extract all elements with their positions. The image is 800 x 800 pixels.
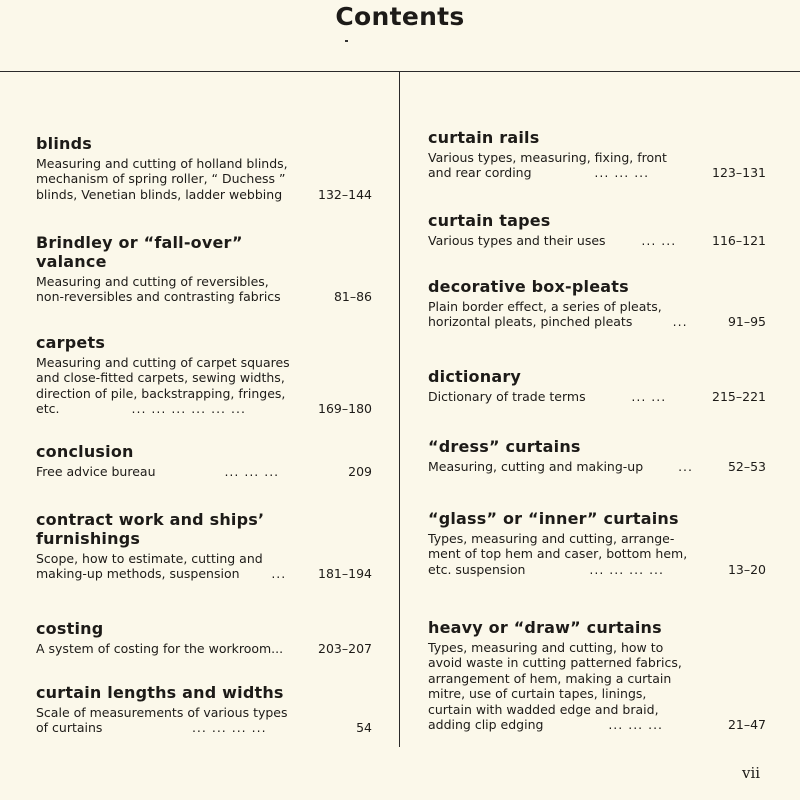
toc-entry[interactable]: [428, 367, 766, 404]
line-text: avoid waste in cutting patterned fabrics,: [428, 655, 682, 671]
dot-leader: ... ... ... ... ... ...: [131, 401, 246, 417]
line-text: making-up methods, suspension: [36, 566, 240, 582]
description-line: [428, 546, 766, 561]
line-text: Measuring and cutting of reversibles,: [36, 274, 269, 289]
description-line: [428, 671, 766, 686]
entry-heading: [428, 128, 766, 147]
toc-entry[interactable]: [36, 442, 372, 479]
line-text: non-reversibles and contrasting fabrics: [36, 289, 281, 305]
line-text: Scope, how to estimate, cutting and: [36, 551, 263, 566]
heading-line: furnishings: [36, 529, 141, 548]
description-line: [428, 233, 766, 248]
description-line: [36, 401, 372, 416]
heading-line: curtain lengths and widths: [36, 683, 284, 702]
line-text: direction of pile, backstrapping, fringes,: [36, 385, 286, 401]
heading-line: curtain rails: [428, 128, 540, 147]
description-line: [36, 171, 372, 186]
entry-heading: [428, 618, 766, 637]
entry-heading: [36, 619, 372, 638]
page-number: vii: [742, 764, 761, 782]
description-line: [36, 355, 372, 370]
line-text: of curtains: [36, 720, 103, 736]
description-line: [36, 156, 372, 171]
description-line: [428, 686, 766, 701]
line-text: A system of costing for the workroom...: [36, 641, 284, 656]
entry-heading: [428, 509, 766, 528]
dot-leader: ...: [678, 459, 693, 474]
line-text: and close-fitted carpets, sewing widths,: [36, 370, 285, 386]
line-text: blinds, Venetian blinds, ladder webbing: [36, 186, 283, 202]
entry-description: [428, 150, 766, 181]
dot-leader: ... ...: [641, 233, 677, 248]
entry-description: [36, 355, 372, 417]
heading-line: carpets: [36, 333, 106, 352]
page-range[interactable]: 215–221: [712, 389, 766, 404]
description-line: [428, 150, 766, 165]
heading-line: costing: [36, 619, 104, 638]
entry-description: [428, 233, 766, 248]
dot-leader: ...: [672, 314, 688, 330]
entry-description: [428, 389, 766, 404]
entry-heading: [36, 510, 372, 548]
page-range[interactable]: 21–47: [727, 717, 766, 733]
entry-description: [36, 705, 372, 736]
line-text: etc. suspension: [428, 561, 526, 577]
dot-leader: ... ...: [631, 389, 667, 404]
page-range[interactable]: 52–53: [727, 459, 766, 474]
page-range[interactable]: 203–207: [318, 641, 372, 656]
description-line: [36, 370, 372, 385]
header-rule: [0, 71, 800, 72]
heading-line: curtain tapes: [428, 211, 551, 230]
description-line: [428, 314, 766, 329]
line-text: mechanism of spring roller, “ Duchess ”: [36, 171, 286, 187]
page-range[interactable]: 132–144: [318, 186, 372, 202]
line-text: curtain with wadded edge and braid,: [428, 701, 659, 717]
description-line: [428, 655, 766, 670]
description-line: [36, 464, 372, 479]
entry-heading: [36, 683, 372, 702]
page-title: Contents: [335, 2, 465, 31]
toc-entry[interactable]: [36, 333, 372, 417]
line-text: ment of top hem and caser, bottom hem,: [428, 546, 688, 562]
dot-leader: ...: [271, 566, 287, 582]
ornament-mark: [345, 40, 348, 42]
line-text: horizontal pleats, pinched pleats: [428, 314, 633, 330]
entry-heading: [36, 333, 372, 352]
line-text: Various types and their uses: [428, 233, 606, 248]
toc-entry[interactable]: [36, 683, 372, 736]
heading-line: decorative box-pleats: [428, 277, 629, 296]
heading-line: valance: [36, 252, 107, 271]
page-range[interactable]: 209: [348, 464, 372, 479]
description-line: [428, 165, 766, 180]
column-divider: [399, 72, 400, 747]
description-line: [428, 299, 766, 314]
page-range[interactable]: 123–131: [712, 165, 766, 181]
description-line: [428, 702, 766, 717]
line-text: etc.: [36, 401, 60, 417]
page-range[interactable]: 169–180: [318, 401, 372, 417]
toc-entry[interactable]: [428, 509, 766, 577]
entry-heading: [428, 211, 766, 230]
dot-leader: ... ... ... ...: [191, 720, 267, 736]
heading-line: Brindley or “fall-over”: [36, 233, 243, 252]
page-range[interactable]: 13–20: [727, 561, 766, 577]
line-text: Measuring and cutting of holland blinds,: [36, 156, 288, 171]
heading-line: “dress” curtains: [428, 437, 581, 456]
entry-description: [428, 299, 766, 330]
entry-heading: [36, 134, 372, 153]
line-text: arrangement of hem, making a curtain: [428, 670, 672, 686]
entry-description: [36, 156, 372, 202]
dot-leader: ... ... ... ...: [589, 561, 664, 577]
entry-heading: [428, 367, 766, 386]
description-line: [36, 187, 372, 202]
description-line: [36, 641, 372, 656]
page-range[interactable]: 81–86: [333, 289, 372, 305]
dot-leader: ... ... ...: [608, 717, 664, 733]
entry-description: [36, 274, 372, 305]
toc-entry[interactable]: [428, 277, 766, 330]
line-text: Various types, measuring, fixing, front: [428, 150, 667, 165]
line-text: mitre, use of curtain tapes, linings,: [428, 686, 647, 702]
entry-heading: [36, 233, 372, 271]
heading-line: “glass” or “inner” curtains: [428, 509, 679, 528]
line-text: Measuring and cutting of carpet squares: [36, 355, 290, 370]
line-text: and rear cording: [428, 165, 532, 181]
heading-line: contract work and ships’: [36, 510, 265, 529]
line-text: Free advice bureau: [36, 464, 156, 479]
line-text: Measuring, cutting and making-up: [428, 459, 644, 474]
line-text: adding clip edging: [428, 717, 544, 733]
toc-entry[interactable]: [36, 619, 372, 656]
dot-leader: ... ... ...: [594, 165, 650, 181]
entry-description: [36, 551, 372, 582]
toc-entry[interactable]: [428, 437, 766, 474]
entry-description: [428, 640, 766, 732]
toc-entry[interactable]: [428, 211, 766, 248]
entry-description: [36, 641, 372, 656]
toc-entry[interactable]: [428, 618, 766, 732]
toc-entry[interactable]: [36, 510, 372, 582]
page-range[interactable]: 181–194: [318, 566, 372, 582]
toc-entry[interactable]: [36, 233, 372, 305]
description-line: [428, 717, 766, 732]
line-text: Types, measuring and cutting, arrange-: [428, 531, 675, 546]
description-line: [36, 289, 372, 304]
heading-line: blinds: [36, 134, 92, 153]
entry-heading: [428, 437, 766, 456]
description-line: [36, 386, 372, 401]
line-text: Scale of measurements of various types: [36, 705, 288, 720]
description-line: [36, 720, 372, 735]
description-line: [428, 562, 766, 577]
dot-leader: ... ... ...: [224, 464, 280, 479]
heading-line: dictionary: [428, 367, 522, 386]
toc-entry[interactable]: [428, 128, 766, 181]
entry-description: [428, 531, 766, 577]
page-range[interactable]: 54: [356, 720, 372, 736]
description-line: [428, 640, 766, 655]
description-line: [428, 389, 766, 404]
page-range[interactable]: 91–95: [727, 314, 766, 330]
description-line: [428, 459, 766, 474]
entry-description: [36, 464, 372, 479]
entry-description: [428, 459, 766, 474]
toc-entry[interactable]: [36, 134, 372, 202]
entry-heading: [428, 277, 766, 296]
line-text: Dictionary of trade terms: [428, 389, 586, 404]
description-line: [428, 531, 766, 546]
description-line: [36, 705, 372, 720]
description-line: [36, 566, 372, 581]
line-text: Plain border effect, a series of pleats,: [428, 299, 662, 314]
description-line: [36, 551, 372, 566]
page-range[interactable]: 116–121: [712, 233, 766, 248]
line-text: Types, measuring and cutting, how to: [428, 640, 664, 655]
entry-heading: [36, 442, 372, 461]
heading-line: conclusion: [36, 442, 134, 461]
description-line: [36, 274, 372, 289]
heading-line: heavy or “draw” curtains: [428, 618, 662, 637]
